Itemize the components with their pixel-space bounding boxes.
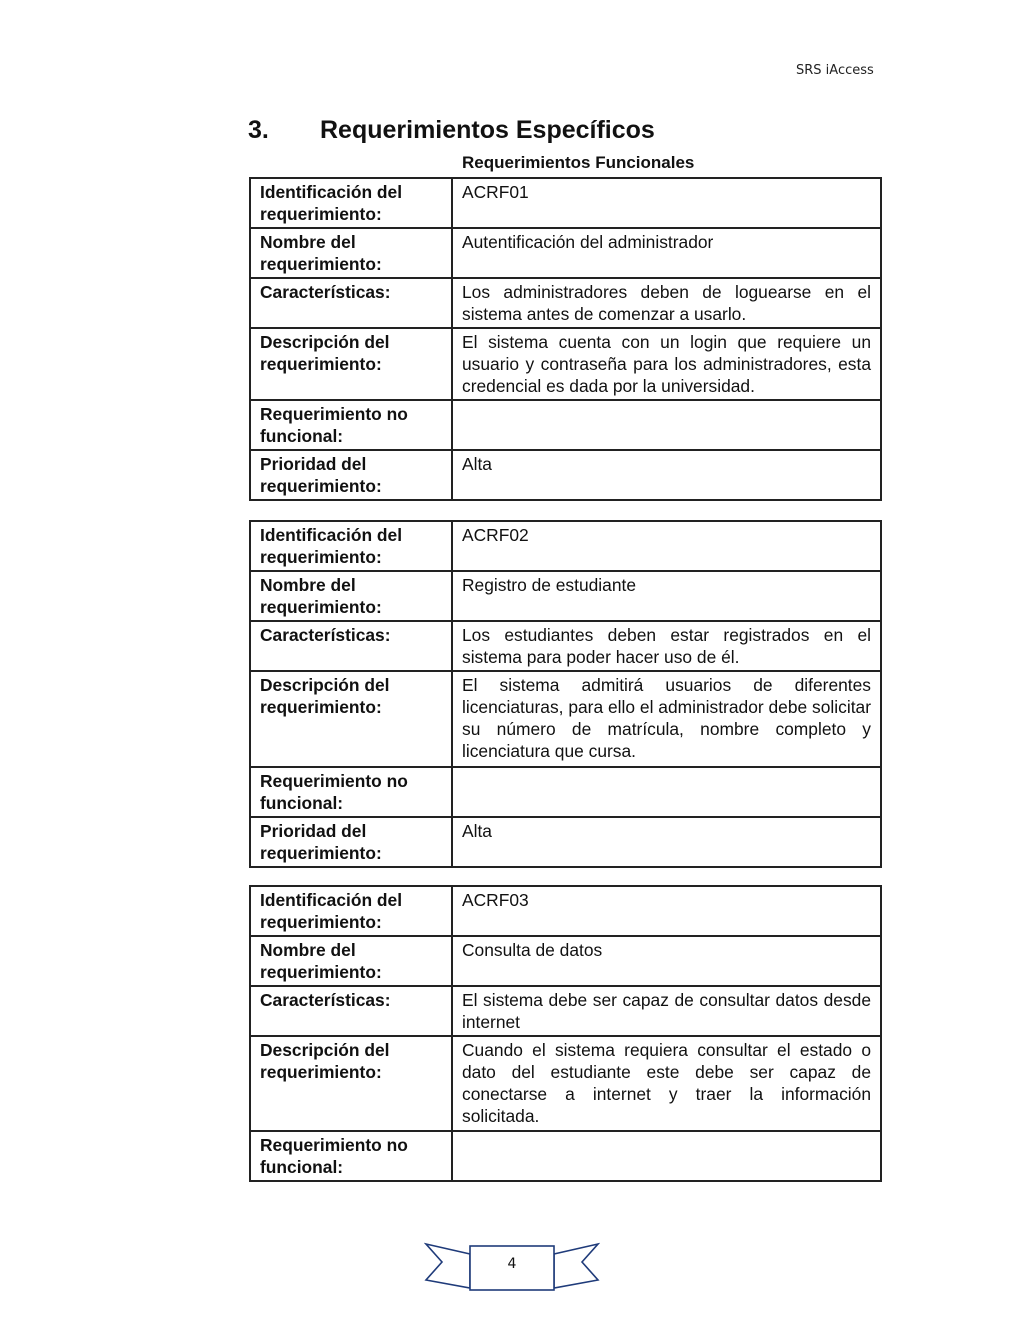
requirement-id: ACRF03: [452, 886, 881, 936]
table-row: [250, 521, 881, 571]
requirement-id: ACRF02: [452, 521, 881, 571]
section-title: Requerimientos Específicos: [320, 116, 655, 144]
requirement-table-3: [249, 885, 882, 1182]
table-row: [250, 228, 881, 278]
requirement-table-2: [249, 520, 882, 868]
label-priority: Prioridad del requerimiento:: [250, 450, 452, 500]
document-header-title: SRS iAccess: [796, 63, 874, 78]
requirement-description: El sistema admitirá usuarios de diferentes licenciaturas, para ello el administrador debe solicitar su número de matrícula, nombre completo y licenciatura que cursa.: [452, 671, 881, 767]
table-row: [250, 450, 881, 500]
section-number: 3.: [248, 116, 269, 144]
label-name: Nombre del requerimiento:: [250, 571, 452, 621]
table-row: [250, 621, 881, 671]
table-row: [250, 178, 881, 228]
requirement-features: Los administradores deben de loguearse en el sistema antes de comenzar a usarlo.: [452, 278, 881, 328]
requirement-description: El sistema cuenta con un login que requiere un usuario y contraseña para los administradores, esta credencial es dada por la universidad.: [452, 328, 881, 400]
requirement-nonfunctional: [452, 400, 881, 450]
requirement-id: ACRF01: [452, 178, 881, 228]
label-nonfunctional: Requerimiento no funcional:: [250, 767, 452, 817]
requirement-priority: Alta: [452, 450, 881, 500]
label-features: Características:: [250, 278, 452, 328]
page-number: 4: [507, 1256, 517, 1272]
table-row: [250, 278, 881, 328]
label-nonfunctional: Requerimiento no funcional:: [250, 1131, 452, 1181]
table-row: [250, 1036, 881, 1131]
table-row: [250, 767, 881, 817]
label-id: Identificación del requerimiento:: [250, 178, 452, 228]
table-row: [250, 936, 881, 986]
label-description: Descripción del requerimiento:: [250, 328, 452, 400]
label-description: Descripción del requerimiento:: [250, 1036, 452, 1131]
label-priority: Prioridad del requerimiento:: [250, 817, 452, 867]
requirement-name: Consulta de datos: [452, 936, 881, 986]
label-features: Características:: [250, 986, 452, 1036]
table-row: [250, 986, 881, 1036]
table-row: [250, 671, 881, 767]
label-name: Nombre del requerimiento:: [250, 936, 452, 986]
requirement-description: Cuando el sistema requiera consultar el estado o dato del estudiante este debe ser capaz de conectarse a internet y traer la información solicitada.: [452, 1036, 881, 1131]
label-features: Características:: [250, 621, 452, 671]
requirement-features: El sistema debe ser capaz de consultar datos desde internet: [452, 986, 881, 1036]
requirement-nonfunctional: [452, 767, 881, 817]
table-row: [250, 400, 881, 450]
requirement-nonfunctional: [452, 1131, 881, 1181]
label-id: Identificación del requerimiento:: [250, 521, 452, 571]
table-row: [250, 817, 881, 867]
label-description: Descripción del requerimiento:: [250, 671, 452, 767]
label-name: Nombre del requerimiento:: [250, 228, 452, 278]
section-heading: [248, 116, 655, 145]
requirement-features: Los estudiantes deben estar registrados en el sistema para poder hacer uso de él.: [452, 621, 881, 671]
table-row: [250, 571, 881, 621]
requirement-name: Autentificación del administrador: [452, 228, 881, 278]
requirement-name: Registro de estudiante: [452, 571, 881, 621]
table-row: [250, 328, 881, 400]
requirement-table-1: [249, 177, 882, 501]
label-id: Identificación del requerimiento:: [250, 886, 452, 936]
table-row: [250, 886, 881, 936]
table-row: [250, 1131, 881, 1181]
label-nonfunctional: Requerimiento no funcional:: [250, 400, 452, 450]
section-subtitle: Requerimientos Funcionales: [462, 153, 695, 172]
requirement-priority: Alta: [452, 817, 881, 867]
